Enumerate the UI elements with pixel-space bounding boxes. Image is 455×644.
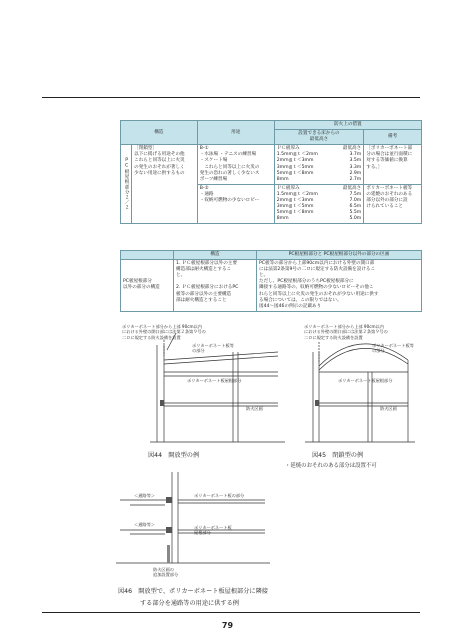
- height-header: 最低高さ: [342, 146, 362, 152]
- value-row-area: 8mm: [276, 216, 289, 222]
- value-row-height: 2.7m: [349, 176, 362, 182]
- fig46-fire-label: 防火区画の 追加設置部分: [153, 567, 179, 578]
- fig45-roof-label: ポリカーボネート板屋根部分: [338, 378, 393, 383]
- table1-row-label: PC板屋根部分２／２: [121, 145, 132, 224]
- value-row-area: 8mm: [276, 176, 289, 182]
- fig45-fire-label: 防火区画: [380, 406, 397, 411]
- bottom-rule: [42, 612, 420, 613]
- value-row-height: 7.5m: [349, 191, 362, 197]
- value-row-area: 1.5mm≦ｔ＜2mm: [276, 191, 318, 197]
- fig44-annot2: ポリカーボネート板等 の部分: [192, 343, 234, 354]
- table1-structure-header: 構造: [121, 121, 198, 145]
- value-row-area: 1.5mm≦ｔ＜2mm: [276, 152, 318, 158]
- table2-row-label: PC板屋根部分 以外の部分の構造: [121, 260, 174, 312]
- value-row-area: 3mm≦ｔ＜5mm: [276, 164, 314, 170]
- table1-remark-a: ［ポリカーボネート部 分の場合は並行面積に 対する等価値に換算 する。］: [364, 145, 422, 185]
- table2-structure-header: 構造: [174, 251, 257, 260]
- value-row-area: 5mm≦ｔ＜8mm: [276, 210, 314, 216]
- fig44-roof-label: ポリカーボネート板屋根部分: [187, 378, 242, 383]
- value-row-area: 2mm≦ｔ＜3mm: [276, 198, 314, 204]
- fig46-roof-part: ポリカーボネート板 屋根部分: [194, 525, 232, 536]
- value-row-area: 5mm≦ｔ＜8mm: [276, 170, 314, 176]
- value-row-height: 5.0m: [349, 216, 362, 222]
- fig46-caption-line1: 図46 開放型で、ポリカーボネート板屋根部分に隣接: [118, 588, 268, 595]
- value-row-height: 3.7m: [349, 152, 362, 158]
- table1-structure-text: ［閉鎖型］ 以下に掲げる用途その他 これらと同等以上に火災 の発生のおそれが著しく 少ない用途に供するもの: [132, 145, 198, 224]
- table1-use-header: 用途: [197, 121, 274, 145]
- table1-distance-header: 設置できる床からの 最低高さ: [274, 130, 364, 145]
- fig44-caption: 図44 開放型の例: [148, 452, 200, 459]
- value-row-height: 6.5m: [349, 204, 362, 210]
- table1-remark-b: ポリカーボネート板等 の延焼のおそれのある 部分以外の部分に設 けられていること: [364, 184, 422, 224]
- value-row-height: 3.5m: [349, 158, 362, 164]
- value-row-height: 5.5m: [349, 210, 362, 216]
- table2-section-text: PC板等の部分から上部90cm以内における外壁の開口部 には法第2条第9号の二ロに規定する防火設備を設けるこ と。 ただし、PC板屋根部分のうちPC板屋根部分に 隣接する通路等の、収納可燃物の少ないロビーその他こ れらと同等以上に火災の発生のおそれが少ない用途に供す る場合については、この限りではない。 図44～図46の例示の記載あり: [257, 260, 422, 312]
- fig44-fire-label: 防火区画: [246, 406, 263, 411]
- fig45-note: ・延焼のおそれのある部分は設置不可: [285, 463, 377, 469]
- table1-remarks-header: 備考: [364, 130, 422, 145]
- table1-use-b: B-② ・通路 ・収納可燃物の少ないロビー: [197, 184, 274, 224]
- area-header: ＰＣ板厚み: [276, 185, 300, 191]
- fig45-annot2: ポリカーボネート板等 の部分: [372, 343, 414, 354]
- page-number: 79: [221, 621, 234, 630]
- table1-use-a: B-① ・水泳場 ・テニスの練習場 ・スケート場 これらと同等以上に火災の 発生の恐れの著しく少ないス ポーツ練習場: [197, 145, 274, 185]
- fig46-corridor2: ＜通路等＞: [134, 522, 155, 527]
- fig46-pc-part: ポリカーボネート板の部分: [194, 493, 245, 498]
- area-header: ＰＣ板厚み: [276, 146, 300, 152]
- table2-section-header: PC板屋根部分と PC板屋根部分以外の部分の区画: [257, 251, 422, 260]
- fig46-corridor1: ＜通路等＞: [134, 493, 155, 498]
- value-row-area: 3mm≦ｔ＜5mm: [276, 204, 314, 210]
- fig45-annot1: ポリカーボネート部分から上部 90cm以内 における外壁の開口部には法第２条第９号の 二ロに規定する防火設備を設置: [304, 324, 388, 340]
- table1-group-header: 防火上の措置: [274, 121, 421, 130]
- value-row-height: 3.3m: [349, 164, 362, 170]
- value-row-height: 2.9m: [349, 170, 362, 176]
- value-row-area: 2mm≦ｔ＜3mm: [276, 158, 314, 164]
- fig46-caption-line2: する部分を通路等の用途に供する例: [140, 600, 239, 607]
- height-header: 最低高さ: [342, 185, 362, 191]
- fig45-caption: 図45 閉鎖型の例: [312, 452, 364, 459]
- fig44-annot1: ポリカーボネート部分から上部 90cm以内 における外壁の開口部には法第２条第９号の 二ロに規定する防火設備を設置: [122, 324, 206, 340]
- value-row-height: 7.0m: [349, 198, 362, 204]
- table2-structure-text: 1. ＰＣ板屋根部分以外の主要 構造部は耐火構造とするこ と。 2. ＰＣ板屋根部分におけるPC 板等の部分以外の主要構造 部は耐火構造とすること: [174, 260, 257, 312]
